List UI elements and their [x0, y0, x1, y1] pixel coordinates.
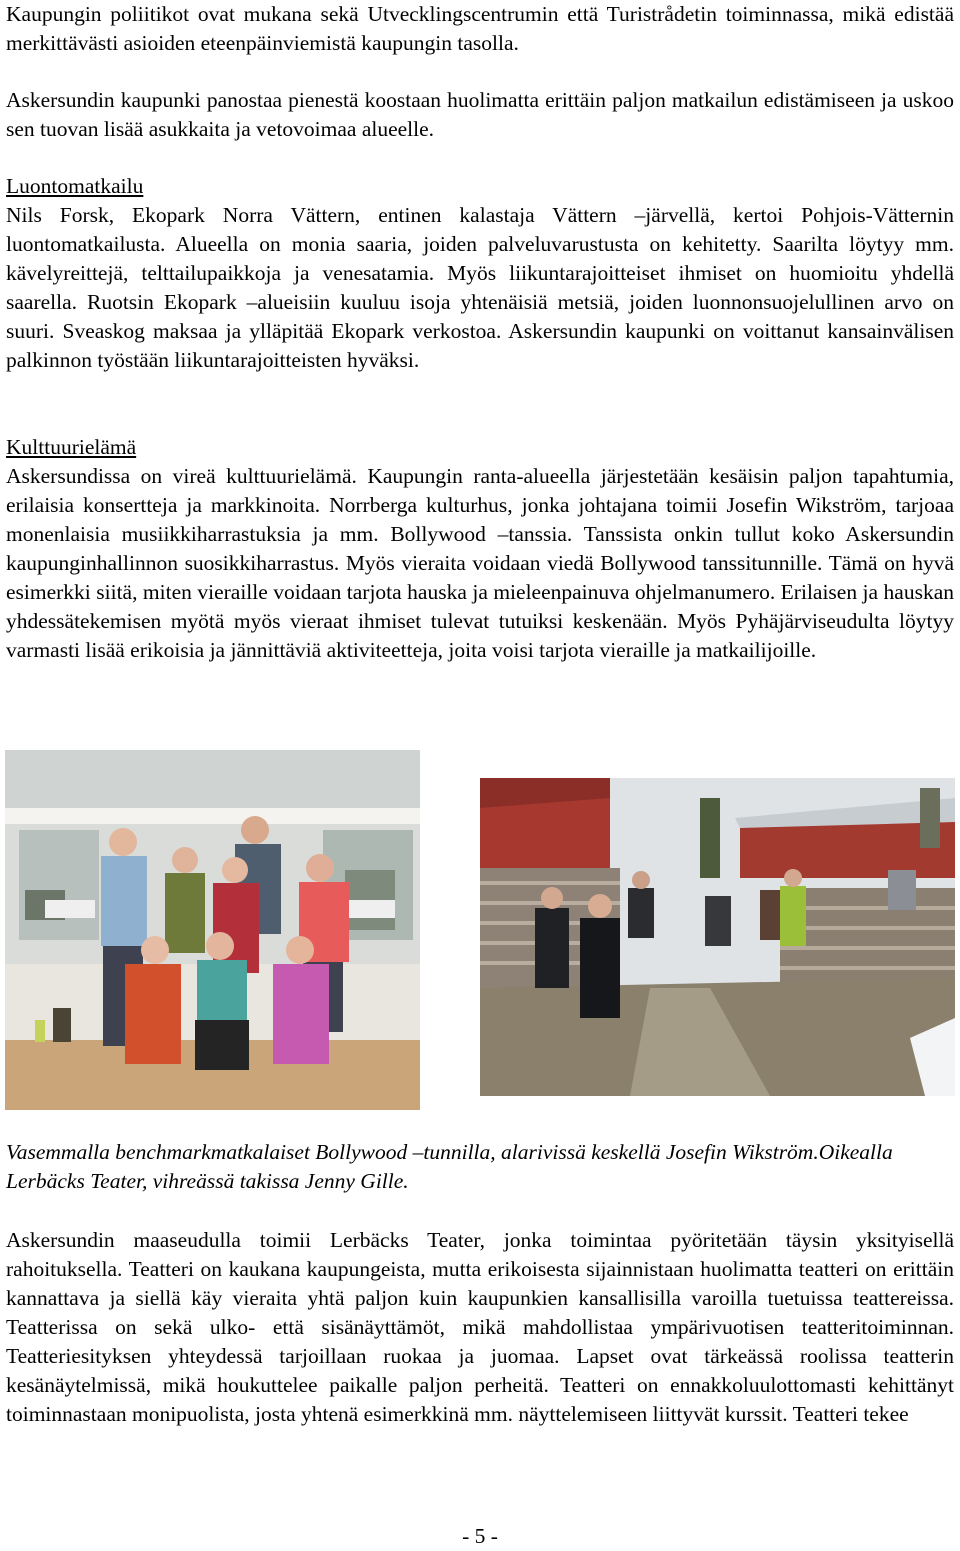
page-number: - 5 - — [462, 1524, 498, 1548]
lerbacks-teater-photo — [480, 778, 955, 1096]
paragraph-culture: Askersundissa on vireä kulttuurielämä. Kaupungin ranta-alueella järjestetään kesäisin paljon tapahtumia, erilaisia konsertteja ja markkinoita. Norrberga kulturhus, jonka johtajana toimii Josefin Wikström, tarjoaa monenlaisia musiikkiharrastuksia ja mm. Bollywood –tanssia. Tanssista onkin tullut koko Askersundin kaupunginhallinnon suosikkiharrastus. Myös vieraita voidaan viedä Bollywood tanssitunnille. Tämä on hyvä esimerkki siitä, miten vieraille voidaan tarjota hauska ja mieleenpainuva ohjelmanumero. Erilaisen ja hauskan yhdessätekemisen myötä myös vieraat ihmiset tulevat tutuiksi keskenään. Myös Pyhäjärviseudulta löytyy varmasti lisää erikoisia ja jännittäviä aktiviteetteja, joita voisi tarjota vieraille ja matkailijoille. — [6, 464, 954, 662]
paragraph-lerbacks-teater: Askersundin maaseudulla toimii Lerbäcks Teater, jonka toimintaa pyöritetään täysin yksityisellä rahoituksella. Teatteri on kaukana kaupungeista, mutta erikoisesta sijainnistaan huolimatta teatteri on erittäin kannattava ja siellä käy vieraita yhtä paljon kuin kaupunkien kansallisilla varoilla tuetuissa teattereissa. Teatterissa on sekä ulko- että sisänäyttämöt, mikä mahdollistaa ympärivuotisen teatteritoiminnan. Teatteriesityksen yhteydessä tarjoillaan ruokaa ja juomaa. Lapset ovat tärkeässä roolissa teatterin kesänäytelmissä, mikä houkuttelee paikalle paljon perheitä. Teatteri on ennakkoluulottomasti kehittänyt toiminnastaan monipuolista, josta yhtenä esimerkkinä mm. näyttelemiseen liittyvät kurssit. Teatteri tekee — [6, 1228, 954, 1426]
heading-culture: Kulttuurielämä — [6, 435, 137, 459]
heading-nature-tourism: Luontomatkailu — [6, 174, 144, 198]
paragraph-investment: Askersundin kaupunki panostaa pienestä koostaan huolimatta erittäin paljon matkailun edistämiseen ja uskoo sen tuovan lisää asukkaita ja vetovoimaa alueelle. — [6, 88, 954, 141]
paragraph-nature-tourism: Nils Forsk, Ekopark Norra Vättern, entinen kalastaja Vättern –järvellä, kertoi Pohjois-Vätternin luontomatkailusta. Alueella on monia saaria, joiden palveluvarustusta on kehitetty. Saarilta löytyy mm. kävelyreittejä, telttailupaikkoja ja venesatamia. Myös liikuntarajoitteiset ihmiset on huomioitu yhdellä saarella. Ruotsin Ekopark –alueisiin kuuluu isoja yhtenäisiä metsiä, joiden luonnonsuojelullinen arvo on suuri. Sveaskog maksaa ja ylläpitää Ekopark verkostoa. Askersundin kaupunki on voittanut kansainvälisen palkinnon työstään liikuntarajoitteisten hyväksi. — [6, 203, 954, 372]
paragraph-politicians: Kaupungin poliitikot ovat mukana sekä Utvecklingscentrumin että Turistrådetin toiminnassa, mikä edistää merkittävästi asioiden eteenpäinviemistä kaupungin tasolla. — [6, 2, 954, 55]
bollywood-group-photo — [5, 750, 420, 1110]
photo-caption: Vasemmalla benchmarkmatkalaiset Bollywood –tunnilla, alarivissä keskellä Josefin Wikström.Oikealla Lerbäcks Teater, vihreässä takissa Jenny Gille. — [6, 1140, 893, 1193]
photo-row — [5, 750, 955, 1112]
